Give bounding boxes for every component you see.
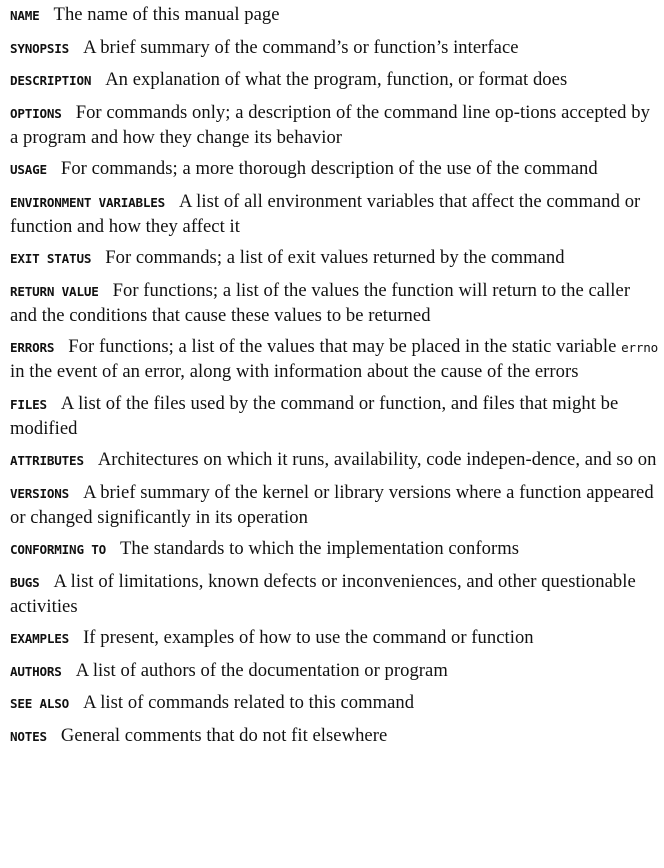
- section-description: A list of the files used by the command or function, and files that might be modified: [10, 392, 619, 439]
- section-description: If present, examples of how to use the command or function: [83, 627, 534, 648]
- section-entry-name: [10, 3, 658, 28]
- section-description: An explanation of what the program, function, or format does: [105, 69, 568, 90]
- section-term: AUTHORS: [10, 663, 62, 679]
- section-entry-errors: [10, 335, 658, 384]
- section-term: EXIT STATUS: [10, 251, 92, 266]
- section-term: RETURN VALUE: [10, 283, 99, 299]
- section-description: A list of all environment variables that affect the command or function and how they affect it: [10, 190, 641, 237]
- section-description: A brief summary of the kernel or library versions where a function appeared or changed significantly in its operation: [10, 481, 654, 528]
- section-entry-see-also: [10, 691, 658, 716]
- section-term: SEE ALSO: [10, 696, 70, 711]
- section-term: ERRORS: [10, 340, 55, 355]
- section-entry-files: [10, 392, 658, 441]
- section-entry-conforming-to: [10, 537, 658, 562]
- section-entry-notes: [10, 724, 658, 749]
- section-entry-return-value: [10, 279, 658, 328]
- section-entry-exit-status: [10, 246, 658, 271]
- section-entry-environment-variables: [10, 190, 658, 239]
- section-term: SYNOPSIS: [10, 40, 70, 56]
- section-entry-options: [10, 101, 658, 150]
- section-entry-description: [10, 68, 658, 93]
- section-description: General comments that do not fit elsewhere: [60, 724, 388, 746]
- section-term: VERSIONS: [10, 485, 70, 501]
- section-description: A list of authors of the documentation or program: [75, 659, 448, 681]
- section-description: Architectures on which it runs, availability, code indepen-dence, and so on: [97, 449, 657, 470]
- section-entry-synopsis: [10, 36, 658, 61]
- section-description: A brief summary of the command’s or function’s interface: [83, 36, 519, 58]
- section-term: USAGE: [10, 162, 47, 177]
- section-entry-examples: [10, 626, 658, 651]
- section-description: For functions; a list of the values the function will return to the caller and the conditions that cause these values to be returned: [10, 279, 631, 326]
- section-term: NAME: [10, 8, 40, 23]
- section-term: CONFORMING TO: [10, 542, 106, 557]
- section-description-continued: in the event of an error, along with information about the cause of the errors: [10, 361, 579, 382]
- section-term: NOTES: [10, 728, 47, 744]
- section-description: A list of limitations, known defects or inconveniences, and other questionable activities: [10, 570, 636, 617]
- section-description: For commands only; a description of the command line op-tions accepted by a program and how they change its behavior: [10, 101, 650, 148]
- section-description: For functions; a list of the values that may be placed in the static variable: [68, 336, 617, 357]
- section-term: DESCRIPTION: [10, 73, 92, 88]
- section-description: For commands; a more thorough description of the use of the command: [60, 158, 598, 179]
- section-description: The standards to which the implementation conforms: [119, 538, 520, 559]
- section-entry-versions: [10, 481, 658, 530]
- section-description: For commands; a list of exit values returned by the command: [105, 247, 565, 268]
- section-term: OPTIONS: [10, 105, 62, 121]
- section-term: FILES: [10, 396, 47, 412]
- section-term: ATTRIBUTES: [10, 453, 84, 468]
- manual-sections-list: [10, 3, 658, 756]
- section-description: A list of commands related to this command: [83, 692, 415, 713]
- section-term: BUGS: [10, 574, 40, 590]
- section-entry-attributes: [10, 448, 658, 473]
- section-entry-bugs: [10, 570, 658, 619]
- section-term: ENVIRONMENT VARIABLES: [10, 194, 166, 210]
- errno-code: errno: [621, 340, 658, 355]
- section-entry-authors: [10, 659, 658, 684]
- section-term: EXAMPLES: [10, 631, 70, 646]
- section-description: The name of this manual page: [53, 4, 280, 25]
- section-entry-usage: [10, 157, 658, 182]
